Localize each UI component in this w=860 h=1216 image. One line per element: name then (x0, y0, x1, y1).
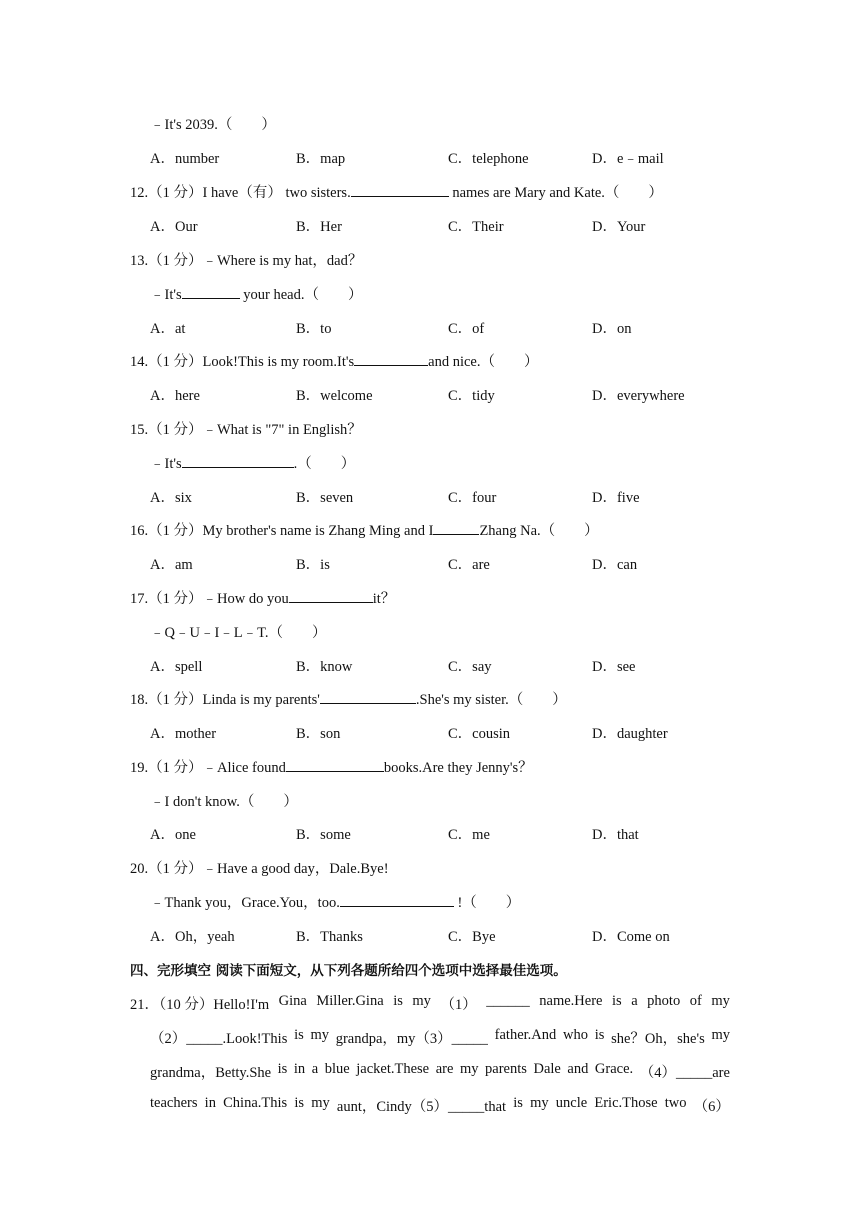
q15-option-b[interactable]: B．seven (296, 490, 354, 506)
q12-stem: 12.（1 分）I have（有） two sisters. names are Mary and Kate.（ ） (130, 185, 663, 201)
q18-option-b[interactable]: B．son (296, 726, 341, 742)
q16-stem: 16.（1 分）My brother's name is Zhang Ming and I Zhang Na.（ ） (130, 523, 599, 539)
q11-option-d[interactable]: D．e﹣mail (592, 151, 664, 167)
q15-answer-line: ﹣It's .（ ） (150, 456, 356, 472)
q19-blank (286, 759, 384, 772)
q12-blank (351, 184, 449, 197)
q15-option-d[interactable]: D．five (592, 490, 640, 506)
q18-stem: 18.（1 分）Linda is my parents' .She's my sister.（ ） (130, 692, 567, 708)
q15-blank (182, 455, 294, 468)
q16-option-c[interactable]: C．are (448, 557, 490, 573)
q19-answer-line: ﹣I don't know.（ ） (150, 794, 298, 810)
q21-passage-line-2: （2）_____.Look!This is my grandpa，my（3）_____ father.And who is she？Oh，she's my (150, 1027, 730, 1047)
q13-option-b[interactable]: B．to (296, 321, 332, 337)
q13-answer-line: ﹣It's your head.（ ） (150, 287, 363, 303)
q12-option-c[interactable]: C．Their (448, 219, 504, 235)
q14-option-d[interactable]: D．everywhere (592, 388, 685, 404)
q19-option-c[interactable]: C．me (448, 827, 490, 843)
q19-stem: 19.（1 分）﹣Alice found books.Are they Jenny's？ (130, 760, 533, 776)
q17-answer-line: ﹣Q﹣U﹣I﹣L﹣T.（ ） (150, 625, 327, 641)
section-heading-cloze: 四、完形填空 阅读下面短文，从下列各题所给四个选项中选择最佳选项。 (130, 963, 567, 979)
q14-stem: 14.（1 分）Look!This is my room.It's and nice.（ ） (130, 354, 539, 370)
q13-blank (182, 286, 240, 299)
q12-option-b[interactable]: B．Her (296, 219, 342, 235)
q17-blank (289, 590, 373, 603)
q12-option-a[interactable]: A．Our (150, 219, 198, 235)
q11-option-a[interactable]: A．number (150, 151, 220, 167)
q17-option-a[interactable]: A．spell (150, 659, 203, 675)
q18-option-a[interactable]: A．mother (150, 726, 217, 742)
q11-option-c[interactable]: C．telephone (448, 151, 529, 167)
q13-option-a[interactable]: A．at (150, 321, 186, 337)
q20-option-c[interactable]: C．Bye (448, 929, 496, 945)
q16-option-b[interactable]: B．is (296, 557, 330, 573)
q18-option-c[interactable]: C．cousin (448, 726, 511, 742)
q11-option-b[interactable]: B．map (296, 151, 346, 167)
q14-option-a[interactable]: A．here (150, 388, 200, 404)
q20-option-b[interactable]: B．Thanks (296, 929, 363, 945)
q16-option-d[interactable]: D．can (592, 557, 638, 573)
q18-option-d[interactable]: D．daughter (592, 726, 668, 742)
q12-option-d[interactable]: D．Your (592, 219, 646, 235)
q20-blank (340, 894, 454, 907)
q19-option-d[interactable]: D．that (592, 827, 639, 843)
q20-option-a[interactable]: A．Oh，yeah (150, 929, 235, 945)
q14-option-c[interactable]: C．tidy (448, 388, 495, 404)
q20-option-d[interactable]: D．Come on (592, 929, 670, 945)
q15-option-a[interactable]: A．six (150, 490, 192, 506)
q14-blank (354, 353, 428, 366)
q21-passage-line-1: 21．（10 分）Hello!I'm Gina Miller.Gina is my （1） ______ name.Here is a photo of my (130, 993, 730, 1013)
q17-stem: 17.（1 分）﹣How do you it？ (130, 591, 396, 607)
q15-stem: 15.（1 分）﹣What is "7" in English？ (130, 422, 362, 438)
q13-option-c[interactable]: C．of (448, 321, 485, 337)
q11-answer-line: ﹣It's 2039.（ ） (150, 117, 276, 133)
q21-passage-line-4: teachers in China.This is my aunt，Cindy（5）_____that is my uncle Eric.Those two （6） (150, 1095, 730, 1115)
q21-passage-line-3: grandma，Betty.She is in a blue jacket.These are my parents Dale and Grace. （4）_____are (150, 1061, 730, 1081)
q17-option-c[interactable]: C．say (448, 659, 492, 675)
q16-blank (433, 522, 479, 535)
q19-option-a[interactable]: A．one (150, 827, 196, 843)
q15-option-c[interactable]: C．four (448, 490, 497, 506)
q17-option-b[interactable]: B．know (296, 659, 353, 675)
q17-option-d[interactable]: D．see (592, 659, 636, 675)
q14-option-b[interactable]: B．welcome (296, 388, 373, 404)
q20-stem: 20.（1 分）﹣Have a good day，Dale.Bye! (130, 861, 389, 877)
q19-option-b[interactable]: B．some (296, 827, 351, 843)
q16-option-a[interactable]: A．am (150, 557, 193, 573)
q13-option-d[interactable]: D．on (592, 321, 632, 337)
q18-blank (320, 691, 416, 704)
q13-stem: 13.（1 分）﹣Where is my hat，dad？ (130, 253, 363, 269)
q20-answer-line: ﹣Thank you，Grace.You，too. !（ ） (150, 895, 521, 911)
